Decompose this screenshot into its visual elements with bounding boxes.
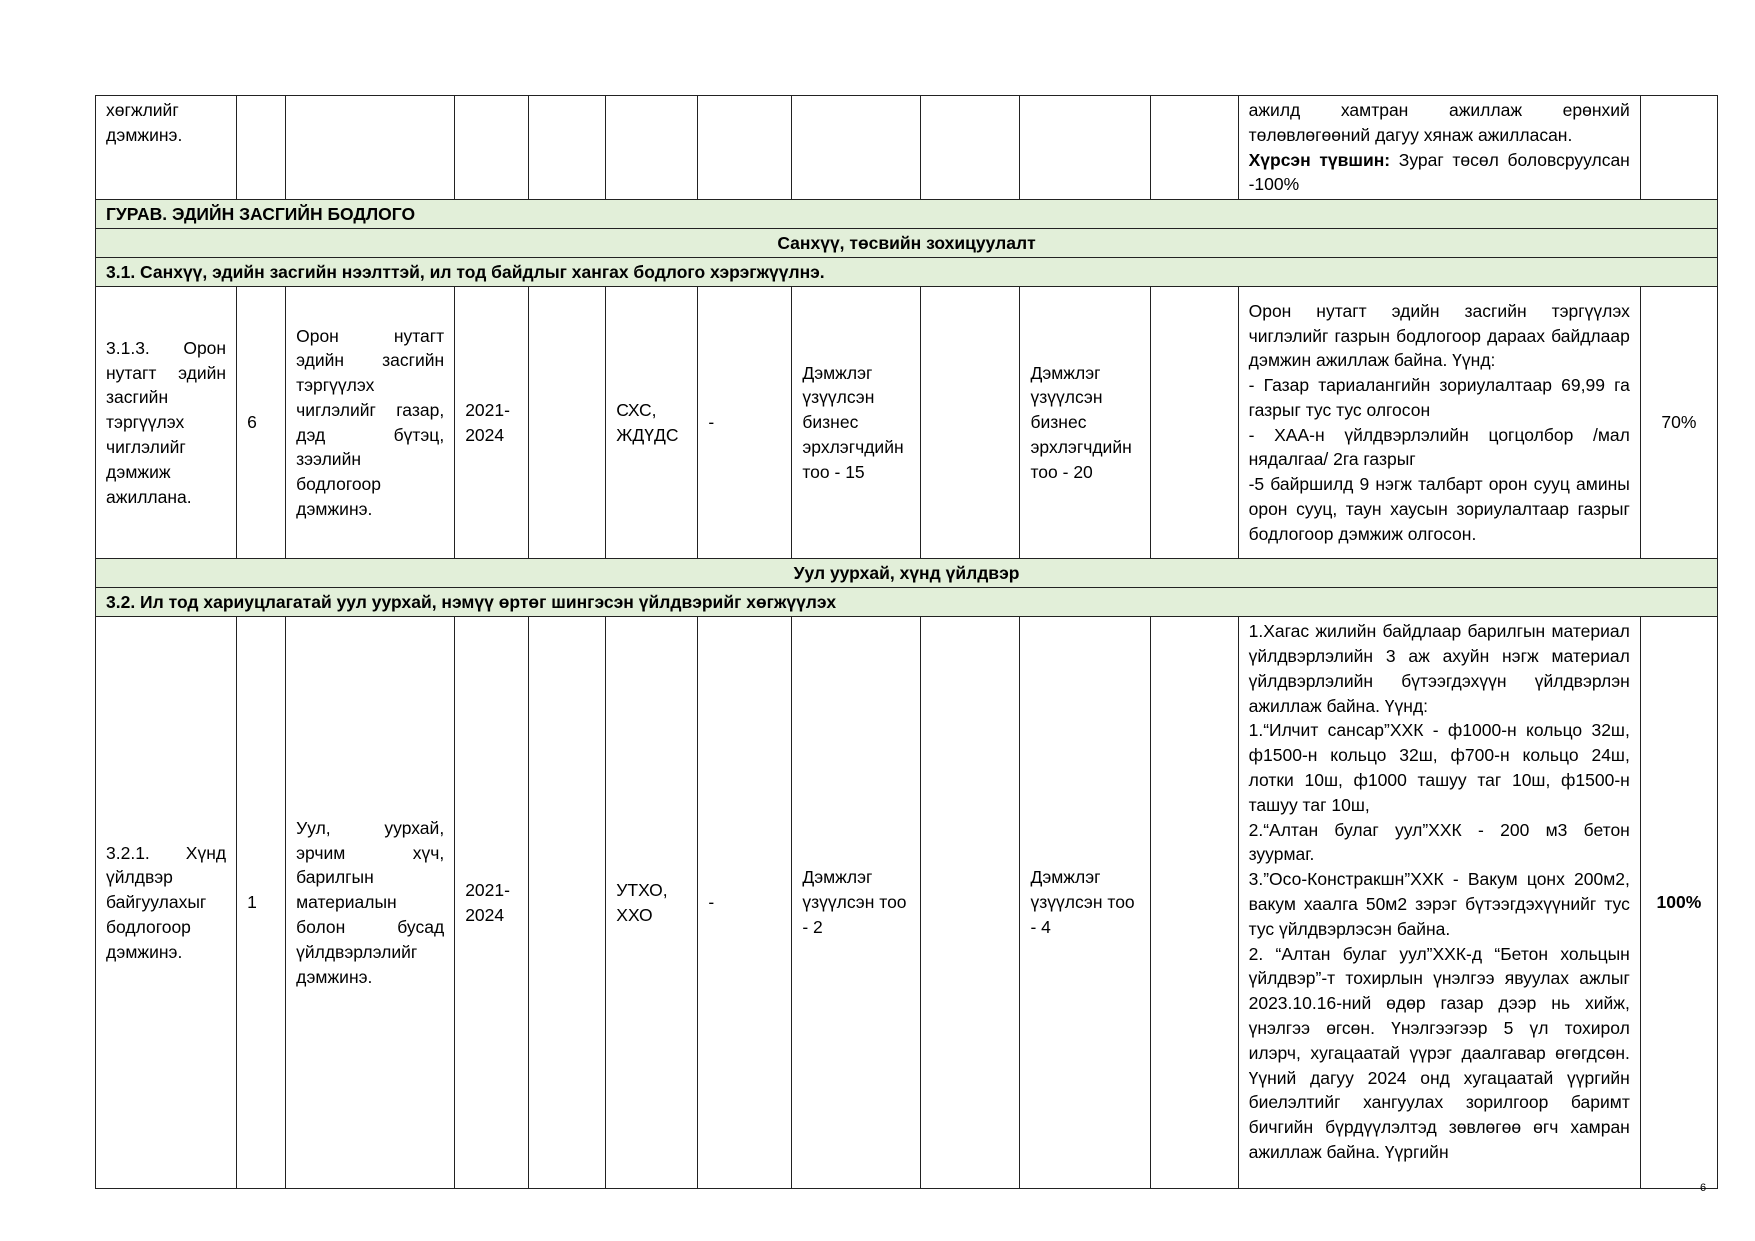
report-line: - ХАА-н үйлдвэрлэлийн цогцолбор /мал нядалгаа/ 2га газрыг	[1248, 424, 1630, 470]
table-row	[96, 617, 1718, 1189]
target-cell: Дэмжлэг үзүүлсэн бизнес эрхлэгчдийн тоо - 20	[1020, 287, 1150, 559]
measure-cell: Орон нутагт эдийн засгийн тэргүүлэх чиглэлийг газар, дэд бүтэц, зээлийн бодлогоор дэмжинэ.	[286, 287, 455, 559]
budget-cell	[529, 617, 606, 1189]
period-cell: 2021-2024	[455, 287, 529, 559]
report-line: 2. “Алтан булаг уул”ХХК-д “Бетон хольцын үйлдвэр”-т тохирлын үнэлгээ явуулах ажлыг 2023.10.16-ний өдөр газар дээр нь хийж, үнэлгээ өгсөн. Үнэлгээгээр 5 үл тохирол илэрч, хугацаатай үүрэг даалгавар өгөгдсөн. Үүний дагуу 2024 онд хугацаатай үүргийн биелэлтийг хангуулах зорилгоор баримт бичгийн бүрдүүлэлтэд зөвлөгөө өгч хамран ажиллаж байна. Үүргийн	[1248, 943, 1630, 1162]
page-number: 6	[1700, 1182, 1707, 1194]
empty-cell	[606, 96, 698, 200]
report-line: Орон нутагт эдийн засгийн тэргүүлэх чиглэлийг газрын бодлогоор дараах байдлаар дэмжин ажиллаж байна. Үүнд:	[1248, 300, 1630, 371]
objective-cell: 3.1.3. Орон нутагт эдийн засгийн тэргүүлэх чиглэлийг дэмжиж ажиллана.	[96, 287, 237, 559]
number-cell: 6	[237, 287, 286, 559]
period-cell: 2021-2024	[455, 617, 529, 1189]
empty-cell	[921, 287, 1020, 559]
goal-text: 3.1. Санхүү, эдийн засгийн нээлттэй, ил тод байдлыг хангах бодлого хэрэгжүүлнэ.	[96, 258, 1718, 287]
partner-cell: -	[698, 617, 792, 1189]
empty-cell	[792, 96, 921, 200]
report-text: ажилд хамтран ажиллаж ерөнхий төлөвлөгөөний дагуу хянаж ажилласан.	[1248, 100, 1630, 145]
report-line: 3.”Осо-Констракшн”ХХК - Вакум цонх 200м2, вакум хаалга 50м2 зэрэг бүтээгдэхүүнийг тус тус үйлдвэрлэсэн байна.	[1248, 869, 1630, 939]
responsible-cell: УТХО, ХХО	[606, 617, 698, 1189]
table-row	[96, 96, 1718, 200]
achieved-level-label: Хүрсэн түвшин:	[1248, 149, 1391, 170]
target-cell: Дэмжлэг үзүүлсэн тоо - 4	[1020, 617, 1150, 1189]
report-cell	[1238, 96, 1640, 200]
empty-cell	[286, 96, 455, 200]
objective-cell: 3.2.1. Хүнд үйлдвэр байгуулахыг бодлогоор дэмжинэ.	[96, 617, 237, 1189]
empty-cell	[1020, 96, 1150, 200]
objective-cell: хөгжлийг дэмжинэ.	[96, 96, 237, 200]
empty-cell	[1150, 287, 1238, 559]
section-header-row	[96, 200, 1718, 229]
empty-cell	[921, 96, 1020, 200]
table-row	[96, 287, 1718, 559]
subsection-title: Санхүү, төсвийн зохицуулалт	[96, 229, 1718, 258]
empty-cell	[1640, 96, 1717, 200]
empty-cell	[529, 96, 606, 200]
report-line: 2.“Алтан булаг уул”ХХК - 200 м3 бетон зуурмаг.	[1248, 819, 1630, 865]
subsection-title: Уул уурхай, хүнд үйлдвэр	[96, 559, 1718, 588]
subsection-title-row	[96, 559, 1718, 588]
report-cell	[1238, 287, 1640, 559]
goal-row	[96, 588, 1718, 617]
report-line: 1.Хагас жилийн байдлаар барилгын материал үйлдвэрлэлийн 3 аж ахуйн нэгж материал үйлдвэрлэлийн бүтээгдэхүүн үйлдвэрлэн ажиллаж байна. Үүнд:	[1248, 621, 1630, 716]
baseline-cell: Дэмжлэг үзүүлсэн бизнес эрхлэгчдийн тоо - 15	[792, 287, 921, 559]
empty-cell	[237, 96, 286, 200]
report-line: - Газар тариалангийн зориулалтаар 69,99 га газрыг тус тус олгосон	[1248, 375, 1630, 420]
budget-cell	[529, 287, 606, 559]
number-cell: 1	[237, 617, 286, 1189]
plan-table	[95, 95, 1718, 1189]
report-cell	[1238, 617, 1640, 1189]
empty-cell	[1150, 617, 1238, 1189]
percent-cell: 100%	[1640, 617, 1717, 1189]
empty-cell	[455, 96, 529, 200]
measure-cell: Уул, уурхай, эрчим хүч, барилгын материалын болон бусад үйлдвэрлэлийг дэмжинэ.	[286, 617, 455, 1189]
goal-row	[96, 258, 1718, 287]
partner-cell: -	[698, 287, 792, 559]
baseline-cell: Дэмжлэг үзүүлсэн тоо - 2	[792, 617, 921, 1189]
percent-cell: 70%	[1640, 287, 1717, 559]
section-header: ГУРАВ. ЭДИЙН ЗАСГИЙН БОДЛОГО	[96, 200, 1718, 229]
empty-cell	[1150, 96, 1238, 200]
report-line: 1.“Илчит сансар”ХХК - ф1000-н кольцо 32ш, ф1500-н кольцо 32ш, ф700-н кольцо 24ш, лотки 10ш, ф1000 ташуу таг 10ш, ф1500-н ташуу таг 10ш,	[1248, 720, 1630, 815]
responsible-cell: СХС, ЖДҮДС	[606, 287, 698, 559]
goal-text: 3.2. Ил тод хариуцлагатай уул уурхай, нэмүү өртөг шингэсэн үйлдвэрийг хөгжүүлэх	[96, 588, 1718, 617]
empty-cell	[921, 617, 1020, 1189]
report-line: -5 байршилд 9 нэгж талбарт орон сууц амины орон сууц, таун хаусын зориулалтаар газрыг бодлогоор дэмжиж олгосон.	[1248, 474, 1630, 544]
subsection-title-row	[96, 229, 1718, 258]
empty-cell	[698, 96, 792, 200]
achieved-level-value: Зураг төсөл боловсруулсан -100%	[1248, 149, 1630, 195]
